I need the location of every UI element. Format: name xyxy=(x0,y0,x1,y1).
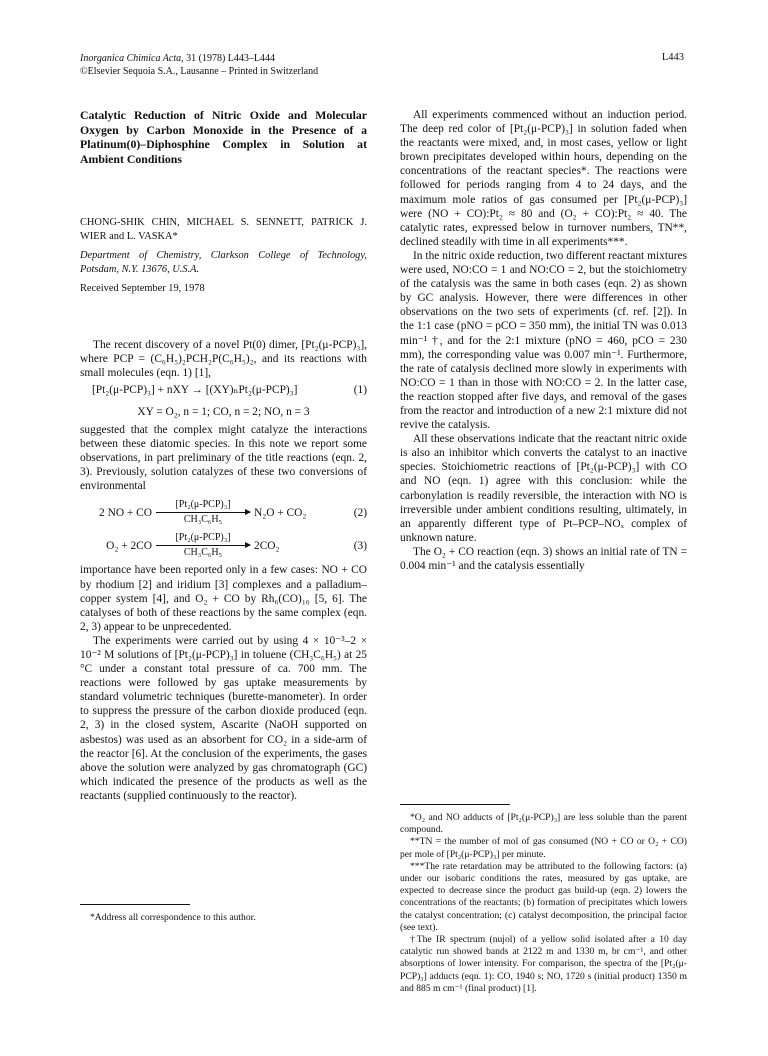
right-footnotes xyxy=(400,812,687,995)
solvent-label: CH₃C₆H₅ xyxy=(183,514,223,526)
equation-condition: XY = O₂, n = 1; CO, n = 2; NO, n = 3 xyxy=(137,405,310,418)
received-date: Received September 19, 1978 xyxy=(80,283,205,294)
equation-number: (3) xyxy=(353,539,367,552)
footnote-rule xyxy=(400,804,510,805)
arrow-icon xyxy=(156,512,250,513)
author-list: CHONG-SHIK CHIN, MICHAEL S. SENNETT, PATRICK J. WIER and L. VASKA* xyxy=(80,217,367,242)
footnote: *O₂ and NO adducts of [Pt₂(μ-PCP)₃] are less soluble than the parent compound. xyxy=(400,812,687,836)
reaction-arrow xyxy=(156,499,250,526)
catalyst-label: [Pt₂(μ-PCP)₃] xyxy=(175,499,231,511)
journal-header xyxy=(80,52,318,78)
article-title: Catalytic Reduction of Nitric Oxide and Molecular Oxygen by Carbon Monoxide in the Presence of a Platinum(0)–Diphosphine Complex in Solution at Ambient Conditions xyxy=(80,108,367,166)
reactants: O₂ + 2CO xyxy=(106,539,152,552)
paragraph: All experiments commenced without an induction period. The deep red color of [Pt₂(μ-PCP)₃] in solution faded when the reactants were mixed, and, in most cases, yellow or light brown precipitates developed within hours, depending on the concentrations of the reactant species*. The reactions were followed for periods ranging from 4 to 24 days, and the maximum mole ratios of gas consumed per [Pt₂(μ-PCP)₃] were (NO + CO):Pt₂ ≈ 80 and (O₂ + CO):Pt₂ ≈ 40. The catalytic rates, expressed below in turnover numbers, TN**, declined steadily with time in all experiments***. xyxy=(400,109,687,248)
publisher-line: ©Elsevier Sequoia S.A., Lausanne – Printed in Switzerland xyxy=(80,66,319,77)
footnote-rule xyxy=(80,904,190,905)
paragraph: importance have been reported only in a few cases: NO + CO by rhodium [2] and iridium [3] complexes and a palladium–copper system [4], and O₂ + CO by Rh₆(CO)₁₆ [5, 6]. The catalyses of both of these reactions by the same complex (eqn. 2, 3) appear to be unprecedented. xyxy=(80,564,367,633)
catalyst-label: [Pt₂(μ-PCP)₃] xyxy=(175,532,231,544)
journal-citation: 31 (1978) L443–L444 xyxy=(183,53,275,64)
right-column xyxy=(400,108,687,573)
equation-number: (1) xyxy=(353,383,367,396)
equation-number: (2) xyxy=(353,506,367,519)
equation-3 xyxy=(80,532,367,559)
footnote: **TN = the number of mol of gas consumed (NO + CO or O₂ + CO) per mole of [Pt₂(μ-PCP)₃] per minute. xyxy=(400,836,687,860)
equation-1 xyxy=(80,383,367,397)
paragraph: All these observations indicate that the reactant nitric oxide is also an inhibitor which converts the catalyst to an inactive species. Stoichiometric reactions of [Pt₂(μ-PCP)₃] with CO and NO (eqn. 1) agree with this conclusion: while the carbonylation is readily reversible, the interaction with NO is irreversible under ambient conditions resulting, ultimately, in an apparently different type of Pt–PCP–NOₓ complex of unknown nature. xyxy=(400,433,687,544)
footnote: *Address all correspondence to this author. xyxy=(90,912,256,923)
products: 2CO₂ xyxy=(254,539,280,552)
left-footnotes xyxy=(80,912,367,924)
paragraph: The O₂ + CO reaction (eqn. 3) shows an initial rate of TN = 0.004 min⁻¹ and the catalysis essentially xyxy=(400,545,687,572)
reactants: 2 NO + CO xyxy=(99,506,152,519)
products: N₂O + CO₂ xyxy=(254,506,307,519)
arrow-icon xyxy=(156,545,250,546)
left-column xyxy=(80,108,367,803)
page-number: L443 xyxy=(661,52,684,63)
footnote: †The IR spectrum (nujol) of a yellow solid isolated after a 10 day catalytic run showed bands at 2122 m and 1330 m, br cm⁻¹, and other absorptions of lower intensity. For comparison, the spectra of the [Pt₂(μ-PCP)₃] adducts (eqn. 1): CO, 1940 s; NO, 1720 s (initial product) 1350 m and 885 m cm⁻¹ (final product) [1]. xyxy=(400,934,687,994)
footnote: ***The rate retardation may be attributed to the following factors: (a) under our isobaric conditions the rates, measured by gas uptake, are expected to decrease since the product gas build-up (eqn. 2) lowers the concentrations of the reactants; (b) formation of precipitates which lowers the catalyst concentration; (c) catalyst decomposition, the principal factor (see text). xyxy=(400,860,687,933)
solvent-label: CH₃C₆H₅ xyxy=(183,547,223,559)
journal-name: Inorganica Chimica Acta, xyxy=(80,53,184,64)
equation-text: [Pt₂(μ-PCP)₃] + nXY → [(XY)ₙPt₂(μ-PCP)₃] xyxy=(92,383,298,396)
paragraph: suggested that the complex might catalyze the interactions between these diatomic species. In this note we report some observations, in part preliminary of the title reactions (eqn. 2, 3). Previously, solution catalyzes of these two conversions of environmental xyxy=(80,423,367,493)
reaction-arrow xyxy=(156,532,250,559)
equation-2 xyxy=(80,499,367,526)
affiliation: Department of Chemistry, Clarkson College of Technology, Potsdam, N.Y. 13676, U.S.A. xyxy=(80,250,367,275)
paragraph: In the nitric oxide reduction, two different reactant mixtures were used, NO:CO = 1 and NO:CO = 2, but the stoichiometry of the catalysis was the same in both cases (eqn. 2) as shown by GC analysis. However, there were differences in other observations on the two sets of experiments (cf. ref. [2]). In the 1:1 case (pNO = pCO = 350 mm), the initial TN was 0.013 min⁻¹ †, and for the 2:1 mixture (pNO = 460, pCO = 230 mm), the corresponding value was 0.007 min⁻¹. Furthermore, the rate of catalysis declined more slowly in experiments with NO:CO = 1 than in those with NO:CO = 2. In the latter case, the reaction stopped after five days, and removal of the gases from the reactor and introduction of a new 2:1 mixture did not revive the catalysis. xyxy=(400,249,687,432)
paragraph: The experiments were carried out by using 4 × 10⁻³–2 × 10⁻² M solutions of [Pt₂(μ-PCP)₃] in toluene (CH₃C₆H₅) at 25 °C under a constant total pressure of ca. 700 mm. The reactions were followed by gas uptake measurements by standard volumetric techniques (burette-manometer). In order to suppress the pressure of the carbon dioxide produced (eqn. 2, 3) in the closed system, Ascarite (NaOH supported on asbestos) was used as an absorbent for CO₂ in a side-arm of the reactor [6]. At the conclusion of the experiments, the gases above the solution were analyzed by gas chromatograph (GC) which indicated the presence of the products as well as the reactants (supplied continuously to the reactor). xyxy=(80,634,367,802)
paragraph: The recent discovery of a novel Pt(0) dimer, [Pt₂(μ-PCP)₃], where PCP = (C₆H₅)₂PCH₂P(C₆H₅)₂, and its reactions with small molecules (eqn. 1) [1], xyxy=(80,338,367,379)
